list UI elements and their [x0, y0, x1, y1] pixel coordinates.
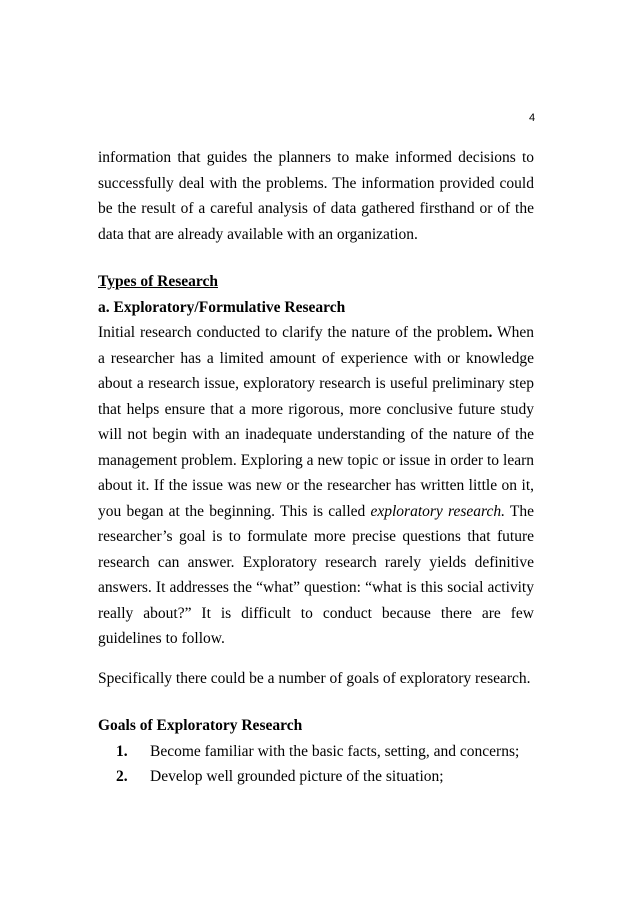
paragraph-text-part1: Initial research conducted to clarify the nature of the problem [98, 324, 489, 341]
list-item [98, 764, 534, 790]
exploratory-research-subheading: a. Exploratory/Formulative Research [98, 298, 346, 316]
list-item-number: 2. [116, 768, 128, 785]
paragraph-text-part2: When a researcher has a limited amount of experience with or knowledge about a research issue, exploratory research is useful preliminary step that helps ensure that a more rigorous, more conclusive future study will not begin with an inadequate understanding of the nature of the management problem. Exploring a new topic or issue in order to learn about it. If the issue was new or the researcher has written little on it, you began at the beginning. This is called [98, 324, 534, 520]
intro-paragraph: information that guides the planners to make informed decisions to successfully deal with the problems. The information provided could be the result of a careful analysis of data gathered firsthand or of the data that are already available with an organization. [98, 149, 534, 243]
exploratory-research-paragraph [98, 320, 534, 652]
italic-term: exploratory research. [370, 502, 505, 520]
goals-intro-paragraph: Specifically there could be a number of goals of exploratory research. [98, 669, 531, 687]
bold-period: . [488, 324, 493, 341]
document-body [98, 145, 534, 790]
page-number: 4 [528, 112, 536, 124]
list-item [98, 739, 534, 765]
list-item-text: Develop well grounded picture of the situation; [150, 768, 444, 785]
types-of-research-heading: Types of Research [98, 273, 218, 290]
goals-heading: Goals of Exploratory Research [98, 717, 303, 734]
paragraph-text-part3: The researcher’s goal is to formulate more precise questions that future research can answer. Exploratory research rarely yields definitive answers. It addresses the “what” question: “what is this social activity really about?” It is difficult to conduct because there are few guidelines to follow. [98, 502, 534, 647]
list-item-text: Become familiar with the basic facts, setting, and concerns; [150, 742, 520, 760]
list-item-number: 1. [116, 742, 128, 760]
goals-list [98, 739, 534, 790]
